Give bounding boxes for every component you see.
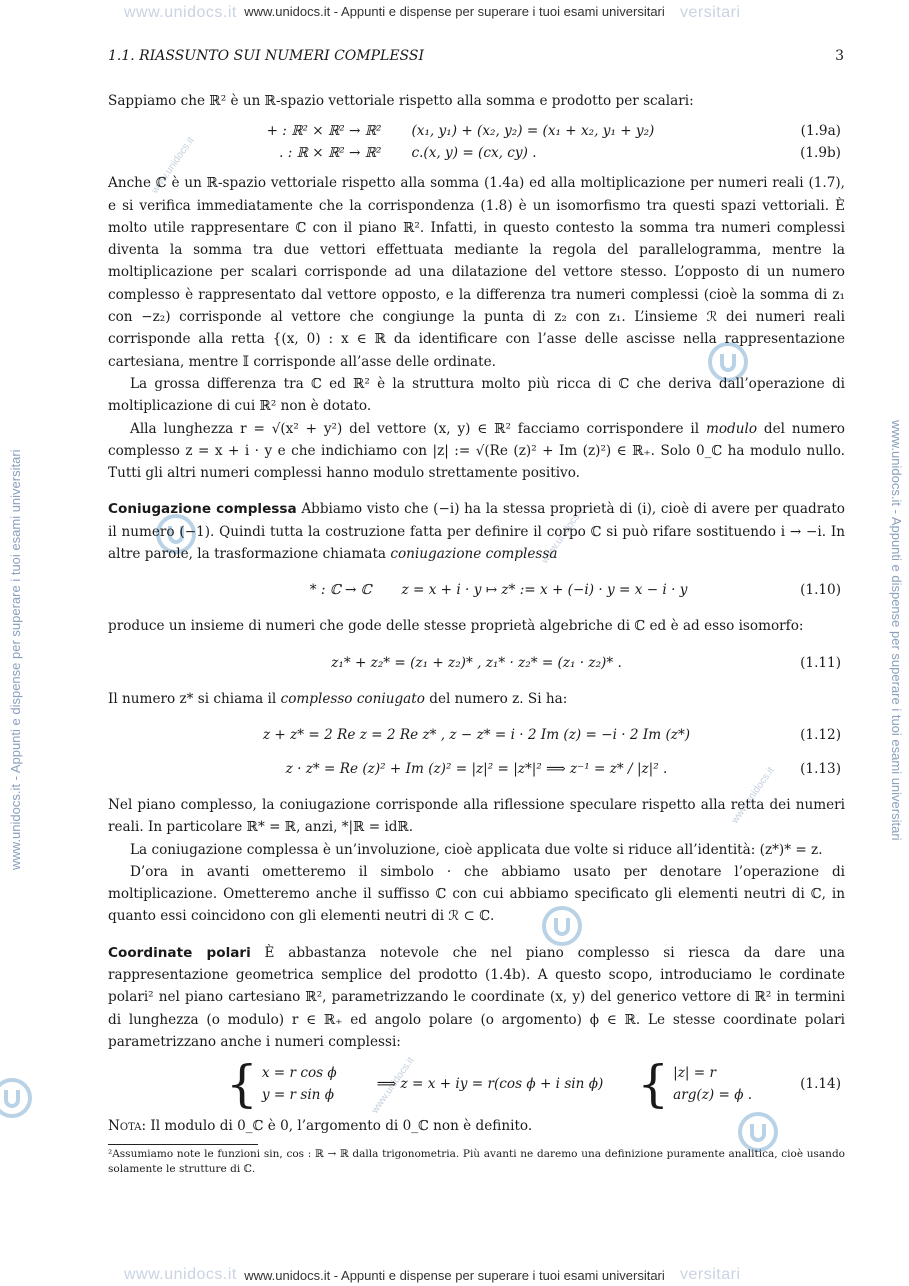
page-number: 3 [835, 48, 844, 64]
equation-number: (1.14) [800, 1076, 841, 1093]
watermark-ghost-bottom-left: www.unidocs.it [124, 1266, 237, 1283]
equation-1-14: { x = r cos ϕ y = r sin ϕ ⟹ z = x + iy = r(cos ϕ + i sin ϕ) { |z| = r arg(z) = ϕ . (1.14) [226, 1055, 841, 1114]
equation-number: (1.9a) [800, 123, 841, 140]
watermark-ghost-top-right: versitari [680, 4, 741, 21]
equation-1-12: z + z* = 2 Re z = 2 Re z* , z − z* = i · 2 Im (z) = −i · 2 Im (z*) (1.12) [108, 724, 845, 746]
equation-number: (1.13) [800, 760, 841, 777]
watermark-diag-1: www.unidocs.it [149, 135, 197, 196]
watermark-diag-4: www.unidocs.it [369, 1055, 417, 1116]
section-heading: Coniugazione complessa [108, 501, 297, 518]
page-content [108, 90, 845, 1177]
equation-1-10: * : ℂ → ℂ z = x + i · y ↦ z* := x + (−i) · y = x − i · y (1.10) [108, 579, 845, 601]
equation-number: (1.9b) [800, 145, 841, 162]
watermark-bottom-link[interactable]: www.unidocs.it - Appunti e dispense per superare i tuoi esami universitari [244, 1268, 665, 1283]
equation-number: (1.10) [800, 582, 841, 599]
paragraph: produce un insieme di numeri che gode delle stesse proprietà algebriche di ℂ ed è ad esso isomorfo: [108, 618, 804, 635]
equation-1-11: z₁* + z₂* = (z₁ + z₂)* , z₁* · z₂* = (z₁ · z₂)* . (1.11) [108, 652, 845, 674]
watermark-diag-3: www.unidocs.it [729, 765, 777, 826]
section-coordinate-polari: Coordinate polari È abbastanza notevole che nel piano complesso si riesca da dare una rappresentazione geometrica semplice del prodotto (1.4b). A questo scopo, introduciamo le cordinate polari² nel piano cartesiano ℝ², parametrizzando le coordinate (x, y) del generico vettore di ℝ² in termini di lunghezza (o modulo) r ∈ ℝ₊ ed angolo polare (o argomento) ϕ ∈ ℝ. Le stesse coordinate polari parametrizzano anche i numeri complessi: [108, 944, 845, 1050]
watermark-right-side: www.unidocs.it - Appunti e dispense per superare i tuoi esami universitari [889, 420, 904, 841]
paragraph: La grossa differenza tra ℂ ed ℝ² è la struttura molto più ricca di ℂ che deriva dall’operazione di moltiplicazione di cui ℝ² non è dotato. [108, 375, 845, 415]
unidocs-logo-icon [0, 1076, 34, 1120]
footnote: ²Assumiamo note le funzioni sin, cos : ℝ → ℝ dalla trigonometria. Più avanti ne daremo una definizione puramente analitica, cioè usando solamente le strutture di ℂ. [108, 1147, 845, 1175]
equation-number: (1.12) [800, 726, 841, 743]
paragraph: Anche ℂ è un ℝ-spazio vettoriale rispetto alla somma (1.4a) ed alla moltiplicazione per numeri reali (1.7), e si verifica immediatamente che la corrispondenza (1.8) è un isomorfismo tra questi spazi vettoriali. È molto utile rappresentare ℂ con il piano ℝ². Infatti, in questo contesto la somma tra numeri complessi diventa la somma tra due vettori effettuata mediante la regola del parallelogramma, mentre la moltiplicazione per scalari corrisponde ad una dilatazione del vettore stesso. L’opposto di un numero complesso è rappresentato dal vettore opposto, e la differenza tra numeri complessi (cioè la somma di z₁ con −z₂) corrisponde al vettore che congiunge la punta di z₂ con z₁. L’insieme ℛ dei numeri reali corrisponde alla retta {(x, 0) : x ∈ ℝ da identificare con l’asse delle ascisse nella rappresentazione cartesiana, mentre 𝕀 corrisponde all’asse delle ordinate. [108, 175, 845, 370]
equation-number: (1.11) [800, 654, 841, 671]
watermark-diag-2: www.unidocs.it [539, 505, 587, 566]
paragraph: Sappiamo che ℝ² è un ℝ-spazio vettoriale rispetto alla somma e prodotto per scalari: [108, 93, 694, 109]
section-coniugazione: Coniugazione complessa Abbiamo visto che (−i) ha la stessa proprietà di (i), cioè di avere per quadrato il numero (−1). Quindi tutta la costruzione fatta per definire il corpo ℂ si può rifare sostituendo i → −i. In altre parole, la trasformazione chiamata coniugazione complessa [108, 501, 845, 563]
page-header [108, 48, 844, 64]
chapter-title: 1.1. RIASSUNTO SUI NUMERI COMPLESSI [108, 48, 425, 64]
watermark-left-side: www.unidocs.it - Appunti e dispense per superare i tuoi esami universitari [8, 449, 23, 870]
paragraph: Nel piano complesso, la coniugazione corrisponde alla riflessione speculare rispetto alla retta dei numeri reali. In particolare ℝ* = ℝ, anzi, *|ℝ = idℝ. [108, 796, 845, 836]
watermark-ghost-bottom-right: versitari [680, 1266, 741, 1283]
nota: Nota: Il modulo di 0_ℂ è 0, l’argomento di 0_ℂ non è definito. [108, 1118, 533, 1135]
paragraph: Il numero z* si chiama il complesso coniugato del numero z. Si ha: [108, 690, 568, 707]
watermark-top-link[interactable]: www.unidocs.it - Appunti e dispense per superare i tuoi esami universitari [244, 4, 665, 19]
paragraph: Alla lunghezza r = √(x² + y²) del vettore (x, y) ∈ ℝ² facciamo corrispondere il modulo del numero complesso z = x + i · y e che indichiamo con |z| := √(Re (z)² + Im (z)²) ∈ ℝ₊. Solo 0_ℂ ha modulo nullo. Tutti gli altri numeri complessi hanno modulo strettamente positivo. [108, 420, 845, 482]
equation-1-13: z · z* = Re (z)² + Im (z)² = |z|² = |z*|² ⟹ z⁻¹ = z* / |z|² . (1.13) [108, 758, 845, 780]
equation-1-9b: . : ℝ × ℝ² → ℝ² c.(x, y) = (cx, cy) . (1.9b) [108, 142, 845, 164]
footnote-rule [108, 1144, 258, 1145]
watermark-ghost-top-left: www.unidocs.it [124, 4, 237, 21]
paragraph: La coniugazione complessa è un’involuzione, cioè applicata due volte si riduce all’identità: (z*)* = z. [130, 841, 823, 858]
section-heading: Coordinate polari [108, 944, 251, 961]
equation-1-9a: + : ℝ² × ℝ² → ℝ² (x₁, y₁) + (x₂, y₂) = (x₁ + x₂, y₁ + y₂) (1.9a) [108, 120, 845, 142]
paragraph: D’ora in avanti ometteremo il simbolo · che abbiamo usato per denotare l’operazione di moltiplicazione. Ometteremo anche il suffisso ℂ con cui abbiamo specificato gli elementi neutri di ℂ, in quanto essi coincidono con gli elementi neutri di ℛ ⊂ ℂ. [108, 863, 845, 925]
